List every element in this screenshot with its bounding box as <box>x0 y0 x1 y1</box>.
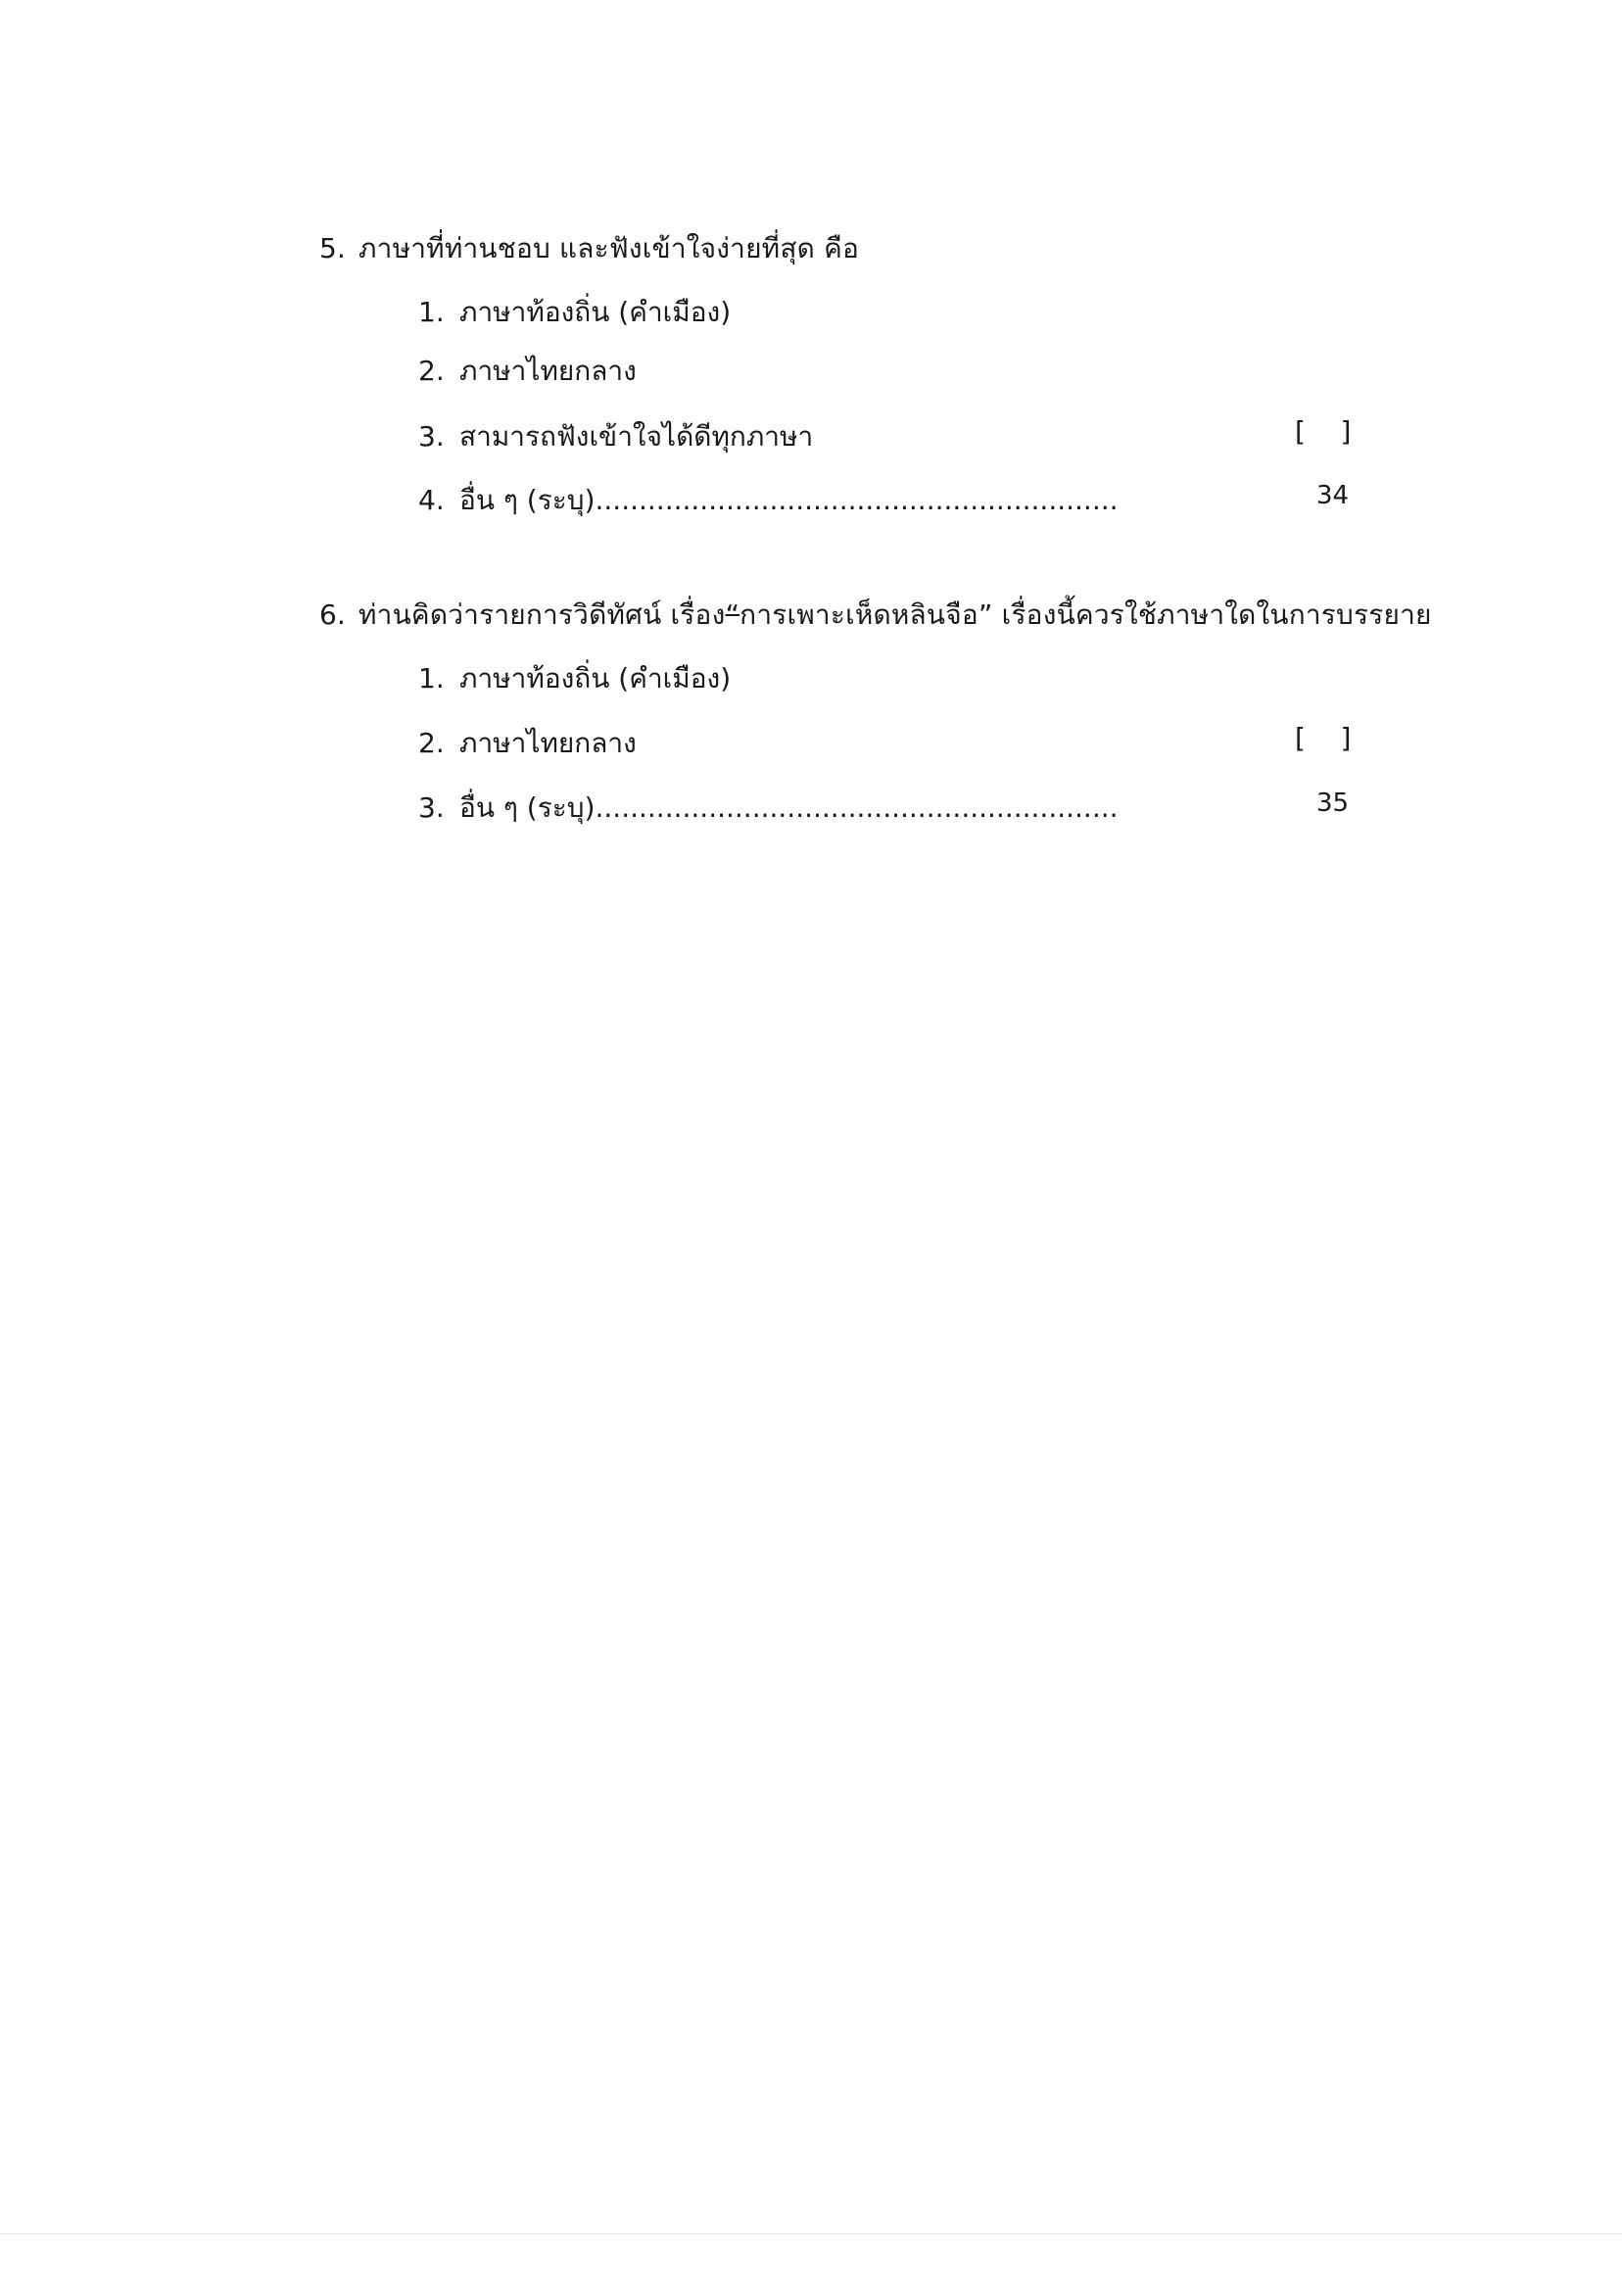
question-text-start: ท่านคิดว่ารายการวิดีทัศน์ เรื่อง <box>358 598 726 631</box>
struck-quote: “ <box>725 598 740 631</box>
question-6-code: 35 <box>1316 789 1350 818</box>
question-5-answer-box[interactable]: [ ] <box>1295 415 1352 448</box>
option-label: อื่น ๆ (ระบุ)............................................................ <box>459 791 1119 824</box>
option-number: 3. <box>418 420 445 453</box>
option-number: 1. <box>418 662 445 694</box>
question-text-end: การเพาะเห็ดหลินจือ” เรื่องนี้ควรใช้ภาษาใดในการบรรยาย <box>739 598 1432 631</box>
option-number: 4. <box>418 484 445 516</box>
question-text: ภาษาที่ท่านชอบ และฟังเข้าใจง่ายที่สุด คือ <box>358 232 860 264</box>
question-6-option-3 <box>418 787 1119 830</box>
question-number: 5. <box>319 232 347 264</box>
option-label: ภาษาท้องถิ่น (คำเมือง) <box>459 296 732 328</box>
option-label: ภาษาท้องถิ่น (คำเมือง) <box>459 662 732 694</box>
question-5-option-1 <box>418 291 731 334</box>
question-6-option-1 <box>418 657 731 700</box>
question-5-option-4 <box>418 479 1119 522</box>
option-number: 2. <box>418 355 445 387</box>
question-6-option-2 <box>418 722 637 765</box>
question-5-option-2 <box>418 350 637 393</box>
question-5-code: 34 <box>1316 481 1350 510</box>
option-label: ภาษาไทยกลาง <box>459 355 637 387</box>
option-label: สามารถฟังเข้าใจได้ดีทุกภาษา <box>459 420 814 453</box>
option-label: ภาษาไทยกลาง <box>459 727 637 759</box>
page-bottom-edge <box>0 2233 1622 2234</box>
option-number: 1. <box>418 296 445 328</box>
option-number: 3. <box>418 791 445 824</box>
question-number: 6. <box>319 598 347 631</box>
option-label: อื่น ๆ (ระบุ)............................................................ <box>459 484 1119 516</box>
question-5-option-3 <box>418 415 813 458</box>
option-number: 2. <box>418 727 445 759</box>
question-6-answer-box[interactable]: [ ] <box>1295 722 1352 754</box>
question-6-title <box>319 594 1432 637</box>
question-5-title <box>319 227 859 270</box>
